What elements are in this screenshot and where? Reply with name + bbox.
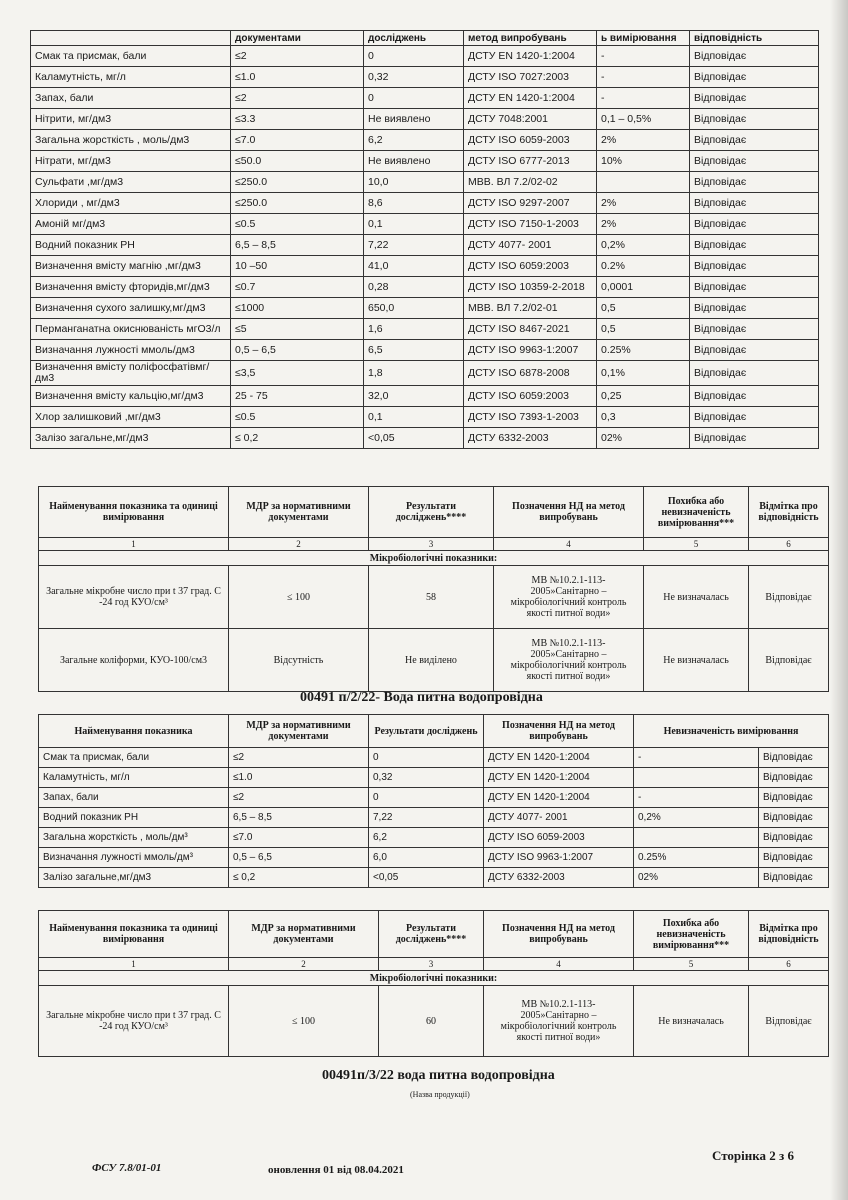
table-cell: 2% bbox=[597, 130, 690, 151]
section-label: Мікробіологічні показники: bbox=[39, 971, 829, 986]
table-cell: <0,05 bbox=[369, 868, 484, 888]
table-row bbox=[31, 407, 819, 428]
table-cell: Загальне мікробне число при t 37 град. С -24 год КУО/см³ bbox=[39, 986, 229, 1057]
table-cell: 25 - 75 bbox=[231, 386, 364, 407]
column-number: 1 bbox=[39, 538, 229, 551]
table-cell: 0,2% bbox=[597, 235, 690, 256]
results-table-1 bbox=[30, 30, 819, 449]
table-cell: ДСТУ 4077- 2001 bbox=[484, 808, 634, 828]
table-cell: ДСТУ ISO 7150-1-2003 bbox=[464, 214, 597, 235]
table-cell: ≤7.0 bbox=[229, 828, 369, 848]
table-cell: Запах, бали bbox=[31, 88, 231, 109]
table-cell: Не виділено bbox=[369, 629, 494, 692]
table-row bbox=[31, 361, 819, 386]
column-header: Найменування показника та одиниці вимірювання bbox=[39, 487, 229, 538]
table-cell: 1,8 bbox=[364, 361, 464, 386]
table-row bbox=[31, 214, 819, 235]
table-cell: Визначення вмісту кальцію,мг/дм3 bbox=[31, 386, 231, 407]
table-cell: Відповідає bbox=[690, 67, 819, 88]
table-cell bbox=[634, 828, 759, 848]
column-header: досліджень bbox=[364, 31, 464, 46]
table-cell: - bbox=[597, 46, 690, 67]
table-cell: ≤ 0,2 bbox=[229, 868, 369, 888]
table-cell: 0.25% bbox=[634, 848, 759, 868]
table-cell: ≤2 bbox=[231, 88, 364, 109]
table-cell: Відповідає bbox=[690, 214, 819, 235]
table-cell: 0 bbox=[364, 46, 464, 67]
table-cell: Смак та присмак, бали bbox=[31, 46, 231, 67]
table-cell: ДСТУ ISO 7027:2003 bbox=[464, 67, 597, 88]
table-cell: 6,2 bbox=[369, 828, 484, 848]
table-row bbox=[31, 277, 819, 298]
table-cell: Відповідає bbox=[749, 629, 829, 692]
table-cell: ДСТУ EN 1420-1:2004 bbox=[484, 768, 634, 788]
table-cell: ДСТУ 4077- 2001 bbox=[464, 235, 597, 256]
table-cell: Нітрити, мг/дм3 bbox=[31, 109, 231, 130]
column-number-row bbox=[39, 958, 829, 971]
table-cell: 0.2% bbox=[597, 256, 690, 277]
table-cell: 2% bbox=[597, 193, 690, 214]
table-cell: 58 bbox=[369, 566, 494, 629]
table-cell: 0,2% bbox=[634, 808, 759, 828]
table-cell: ДСТУ 6332-2003 bbox=[464, 428, 597, 449]
table-cell: 0,5 – 6,5 bbox=[231, 340, 364, 361]
table-cell: - bbox=[634, 748, 759, 768]
table-cell: МВВ. ВЛ 7.2/02-02 bbox=[464, 172, 597, 193]
table-cell: 0,32 bbox=[369, 768, 484, 788]
microbiology-table-2 bbox=[38, 910, 829, 1057]
table-cell: ≤3,5 bbox=[231, 361, 364, 386]
column-header: Позначення НД на метод випробувань bbox=[484, 911, 634, 958]
column-number: 5 bbox=[644, 538, 749, 551]
table-row bbox=[39, 748, 829, 768]
table-cell: 0 bbox=[364, 88, 464, 109]
table-cell: 0,25 bbox=[597, 386, 690, 407]
table-cell: ДСТУ ISO 7393-1-2003 bbox=[464, 407, 597, 428]
table-cell: 0,5 bbox=[597, 319, 690, 340]
table-cell: Відповідає bbox=[759, 848, 829, 868]
table-cell: ДСТУ EN 1420-1:2004 bbox=[464, 88, 597, 109]
table-cell: Каламутність, мг/л bbox=[39, 768, 229, 788]
table-cell: Визначання лужності ммоль/дм³ bbox=[39, 848, 229, 868]
table-cell bbox=[597, 172, 690, 193]
table-cell: ДСТУ ISO 10359-2-2018 bbox=[464, 277, 597, 298]
table-cell: ≤7.0 bbox=[231, 130, 364, 151]
table-cell: Перманганатна окиснюваність мгО3/л bbox=[31, 319, 231, 340]
table-cell: ≤ 0,2 bbox=[231, 428, 364, 449]
table-cell: Хлориди , мг/дм3 bbox=[31, 193, 231, 214]
table-cell: ДСТУ ISO 8467-2021 bbox=[464, 319, 597, 340]
column-number: 6 bbox=[749, 538, 829, 551]
table-cell: Відповідає bbox=[690, 340, 819, 361]
table-cell: 7,22 bbox=[364, 235, 464, 256]
table-cell: Запах, бали bbox=[39, 788, 229, 808]
table-cell: 0,32 bbox=[364, 67, 464, 88]
table-row bbox=[39, 848, 829, 868]
page-number: Сторінка 2 з 6 bbox=[712, 1148, 795, 1163]
column-header: метод випробувань bbox=[464, 31, 597, 46]
table-cell: 32,0 bbox=[364, 386, 464, 407]
column-number: 3 bbox=[379, 958, 484, 971]
table-row bbox=[31, 428, 819, 449]
column-number: 5 bbox=[634, 958, 749, 971]
table-row bbox=[31, 46, 819, 67]
form-code: ФСУ 7.8/01-01 bbox=[92, 1162, 162, 1174]
table-row bbox=[39, 629, 829, 692]
table-cell: <0,05 bbox=[364, 428, 464, 449]
table-cell: 1,6 bbox=[364, 319, 464, 340]
table-cell: 6,5 – 8,5 bbox=[229, 808, 369, 828]
table-cell: Відповідає bbox=[690, 361, 819, 386]
table-cell: Визначання лужності ммоль/дм3 bbox=[31, 340, 231, 361]
product-title-caption: (Назва продукції) bbox=[410, 1090, 470, 1099]
table-row bbox=[39, 566, 829, 629]
table-row bbox=[39, 986, 829, 1057]
table-row bbox=[31, 67, 819, 88]
revision-note: оновлення 01 від 08.04.2021 bbox=[268, 1164, 404, 1176]
table-cell: Відповідає bbox=[690, 235, 819, 256]
table-cell: Відповідає bbox=[690, 193, 819, 214]
table-cell: ДСТУ ISO 6059-2003 bbox=[484, 828, 634, 848]
table-cell: 2% bbox=[597, 214, 690, 235]
scan-edge-shadow bbox=[830, 0, 848, 1200]
table-cell: Відповідає bbox=[690, 298, 819, 319]
table-cell: ДСТУ ISO 9963-1:2007 bbox=[484, 848, 634, 868]
table-cell: ≤3.3 bbox=[231, 109, 364, 130]
product-title-3: 00491п/3/22 вода питна водопровідна bbox=[322, 1068, 555, 1083]
table-cell: ≤1000 bbox=[231, 298, 364, 319]
table-cell: ДСТУ ISO 6059-2003 bbox=[464, 130, 597, 151]
table-cell: Не визначалась bbox=[634, 986, 749, 1057]
table-cell bbox=[634, 768, 759, 788]
table-cell: ДСТУ EN 1420-1:2004 bbox=[484, 788, 634, 808]
table-cell: - bbox=[597, 88, 690, 109]
column-header: документами bbox=[231, 31, 364, 46]
table-cell: - bbox=[597, 67, 690, 88]
table-cell: ДСТУ EN 1420-1:2004 bbox=[464, 46, 597, 67]
table-row bbox=[39, 768, 829, 788]
column-header: відповідність bbox=[690, 31, 819, 46]
table-cell: ≤5 bbox=[231, 319, 364, 340]
table-cell: ≤250.0 bbox=[231, 193, 364, 214]
table-cell: ≤250.0 bbox=[231, 172, 364, 193]
column-header: Результати досліджень bbox=[369, 715, 484, 748]
table-row bbox=[31, 298, 819, 319]
table-cell: Відповідає bbox=[690, 256, 819, 277]
column-header: Найменування показника bbox=[39, 715, 229, 748]
table-row bbox=[31, 256, 819, 277]
table-cell: 10% bbox=[597, 151, 690, 172]
table-cell: Відповідає bbox=[759, 788, 829, 808]
table-cell: 02% bbox=[597, 428, 690, 449]
table-cell: Визначення вмісту поліфосфатівмг/дм3 bbox=[31, 361, 231, 386]
table-cell: Не виявлено bbox=[364, 109, 464, 130]
table-row bbox=[31, 109, 819, 130]
table-cell: Смак та присмак, бали bbox=[39, 748, 229, 768]
results-table-2 bbox=[38, 714, 829, 888]
column-header: Позначення НД на метод випробувань bbox=[494, 487, 644, 538]
table-cell: 10,0 bbox=[364, 172, 464, 193]
table-cell: Відповідає bbox=[690, 428, 819, 449]
table-cell: 7,22 bbox=[369, 808, 484, 828]
table-cell: 0,5 bbox=[597, 298, 690, 319]
table-row bbox=[31, 151, 819, 172]
column-header: Похибка або невизначеність вимірювання*** bbox=[644, 487, 749, 538]
table-cell: ДСТУ ISO 6059:2003 bbox=[464, 386, 597, 407]
table-cell: ≤0.7 bbox=[231, 277, 364, 298]
table-cell: Загальне коліформи, КУО-100/см3 bbox=[39, 629, 229, 692]
column-header: Результати досліджень**** bbox=[369, 487, 494, 538]
table-cell: МВВ. ВЛ 7.2/02-01 bbox=[464, 298, 597, 319]
section-label: Мікробіологічні показники: bbox=[39, 551, 829, 566]
table-cell: Не виявлено bbox=[364, 151, 464, 172]
table-cell: ДСТУ ISO 6878-2008 bbox=[464, 361, 597, 386]
table-row bbox=[31, 130, 819, 151]
table-cell: Відповідає bbox=[690, 46, 819, 67]
table-cell: Відповідає bbox=[690, 151, 819, 172]
table-cell: 0,0001 bbox=[597, 277, 690, 298]
table-cell: Хлор залишковий ,мг/дм3 bbox=[31, 407, 231, 428]
column-number-row bbox=[39, 538, 829, 551]
table-cell: ≤0.5 bbox=[231, 214, 364, 235]
column-header: МДР за нормативними документами bbox=[229, 911, 379, 958]
column-number: 2 bbox=[229, 538, 369, 551]
table-cell: Загальна жорсткість , моль/дм³ bbox=[39, 828, 229, 848]
table-cell: Відповідає bbox=[759, 828, 829, 848]
table-row bbox=[31, 88, 819, 109]
table-cell: Нітрати, мг/дм3 bbox=[31, 151, 231, 172]
table-cell: Визначення вмісту магнію ,мг/дм3 bbox=[31, 256, 231, 277]
table-cell: Водний показник РН bbox=[39, 808, 229, 828]
column-number: 2 bbox=[229, 958, 379, 971]
table-header-row bbox=[39, 487, 829, 538]
table-cell: Залізо загальне,мг/дм3 bbox=[31, 428, 231, 449]
table-cell: ≤1.0 bbox=[231, 67, 364, 88]
table-cell: ДСТУ 6332-2003 bbox=[484, 868, 634, 888]
table-cell: ≤0.5 bbox=[231, 407, 364, 428]
table-cell: 0 bbox=[369, 788, 484, 808]
table-cell: ДСТУ ISO 9963-1:2007 bbox=[464, 340, 597, 361]
table-row bbox=[31, 340, 819, 361]
table-cell: Водний показник РН bbox=[31, 235, 231, 256]
table-cell: ДСТУ ISO 6059:2003 bbox=[464, 256, 597, 277]
table-cell: ≤2 bbox=[229, 788, 369, 808]
table-header-row bbox=[39, 911, 829, 958]
table-cell: Амоній мг/дм3 bbox=[31, 214, 231, 235]
table-cell: Відповідає bbox=[690, 386, 819, 407]
table-cell: МВ №10.2.1-113-2005»Санітарно – мікробіологічний контроль якості питної води» bbox=[494, 566, 644, 629]
column-header: МДР за нормативними документами bbox=[229, 487, 369, 538]
column-number: 4 bbox=[484, 958, 634, 971]
table-cell: Визначення вмісту фторидів,мг/дм3 bbox=[31, 277, 231, 298]
table-cell: 0,1 – 0,5% bbox=[597, 109, 690, 130]
table-cell: ДСТУ EN 1420-1:2004 bbox=[484, 748, 634, 768]
product-title-2: 00491 п/2/22- Вода питна водопровідна bbox=[300, 690, 543, 705]
table-cell: Відповідає bbox=[690, 407, 819, 428]
table-cell: 0 bbox=[369, 748, 484, 768]
table-cell: Відповідає bbox=[690, 172, 819, 193]
column-header: Відмітка про відповідність bbox=[749, 911, 829, 958]
microbiology-table-1 bbox=[38, 486, 829, 692]
table-row bbox=[39, 808, 829, 828]
table-cell: 0,1 bbox=[364, 407, 464, 428]
table-cell: ДСТУ 7048:2001 bbox=[464, 109, 597, 130]
column-header: Похибка або невизначеність вимірювання*** bbox=[634, 911, 749, 958]
table-cell: Відповідає bbox=[759, 808, 829, 828]
table-cell: 6,5 – 8,5 bbox=[231, 235, 364, 256]
table-cell: 0,1% bbox=[597, 361, 690, 386]
table-cell: Загальна жорсткість , моль/дм3 bbox=[31, 130, 231, 151]
table-cell: Сульфати ,мг/дм3 bbox=[31, 172, 231, 193]
column-header: Відмітка про відповідність bbox=[749, 487, 829, 538]
table-cell: Не визначалась bbox=[644, 629, 749, 692]
section-row bbox=[39, 551, 829, 566]
column-number: 6 bbox=[749, 958, 829, 971]
table-row bbox=[39, 868, 829, 888]
column-number: 3 bbox=[369, 538, 494, 551]
table-cell: Відповідає bbox=[749, 986, 829, 1057]
table-row bbox=[39, 828, 829, 848]
table-cell: 6,0 bbox=[369, 848, 484, 868]
table-cell: ≤2 bbox=[231, 46, 364, 67]
table-header-row bbox=[39, 715, 829, 748]
table-cell: 02% bbox=[634, 868, 759, 888]
column-header: Найменування показника та одиниці вимірювання bbox=[39, 911, 229, 958]
table-cell: Відповідає bbox=[759, 768, 829, 788]
table-cell: 0,1 bbox=[364, 214, 464, 235]
column-header bbox=[31, 31, 231, 46]
table-cell: ДСТУ ISO 6777-2013 bbox=[464, 151, 597, 172]
table-cell: ≤1.0 bbox=[229, 768, 369, 788]
section-row bbox=[39, 971, 829, 986]
column-number: 4 bbox=[494, 538, 644, 551]
table-cell: 6,2 bbox=[364, 130, 464, 151]
table-cell: 6,5 bbox=[364, 340, 464, 361]
table-row bbox=[31, 235, 819, 256]
table-cell: МВ №10.2.1-113-2005»Санітарно – мікробіологічний контроль якості питної води» bbox=[494, 629, 644, 692]
table-cell: Визначення сухого залишку,мг/дм3 bbox=[31, 298, 231, 319]
column-number: 1 bbox=[39, 958, 229, 971]
table-cell: Загальне мікробне число при t 37 град. С -24 год КУО/см³ bbox=[39, 566, 229, 629]
table-row bbox=[31, 386, 819, 407]
table-cell: ДСТУ ISO 9297-2007 bbox=[464, 193, 597, 214]
table-row bbox=[39, 788, 829, 808]
table-cell: 8,6 bbox=[364, 193, 464, 214]
table-cell: Відповідає bbox=[690, 130, 819, 151]
table-cell: Відповідає bbox=[690, 277, 819, 298]
table-cell: 0,5 – 6,5 bbox=[229, 848, 369, 868]
column-header: Позначення НД на метод випробувань bbox=[484, 715, 634, 748]
table-cell: - bbox=[634, 788, 759, 808]
table-cell: Не визначалась bbox=[644, 566, 749, 629]
table-cell: 41,0 bbox=[364, 256, 464, 277]
table-cell: Відповідає bbox=[690, 88, 819, 109]
table-cell: Відповідає bbox=[759, 748, 829, 768]
column-header: МДР за нормативними документами bbox=[229, 715, 369, 748]
table-cell: Відповідає bbox=[759, 868, 829, 888]
table-cell: 650,0 bbox=[364, 298, 464, 319]
table-cell: Відповідає bbox=[690, 319, 819, 340]
table-cell: Каламутність, мг/л bbox=[31, 67, 231, 88]
table-cell: Залізо загальне,мг/дм3 bbox=[39, 868, 229, 888]
table-cell: ≤2 bbox=[229, 748, 369, 768]
table-cell: ≤ 100 bbox=[229, 566, 369, 629]
table-cell: ≤ 100 bbox=[229, 986, 379, 1057]
table-cell: 0.25% bbox=[597, 340, 690, 361]
table-row bbox=[31, 172, 819, 193]
column-header: Невизначеність вимірювання bbox=[634, 715, 829, 748]
table-cell: 60 bbox=[379, 986, 484, 1057]
table-cell: Відсутність bbox=[229, 629, 369, 692]
table-cell: Відповідає bbox=[690, 109, 819, 130]
table-cell: МВ №10.2.1-113-2005»Санітарно – мікробіологічний контроль якості питної води» bbox=[484, 986, 634, 1057]
column-header: ь вимірювання bbox=[597, 31, 690, 46]
table-row bbox=[31, 319, 819, 340]
table-row bbox=[31, 193, 819, 214]
column-header: Результати досліджень**** bbox=[379, 911, 484, 958]
table-header-row bbox=[31, 31, 819, 46]
table-cell: 0,28 bbox=[364, 277, 464, 298]
table-cell: Відповідає bbox=[749, 566, 829, 629]
table-cell: 10 –50 bbox=[231, 256, 364, 277]
table-cell: ≤50.0 bbox=[231, 151, 364, 172]
table-cell: 0,3 bbox=[597, 407, 690, 428]
